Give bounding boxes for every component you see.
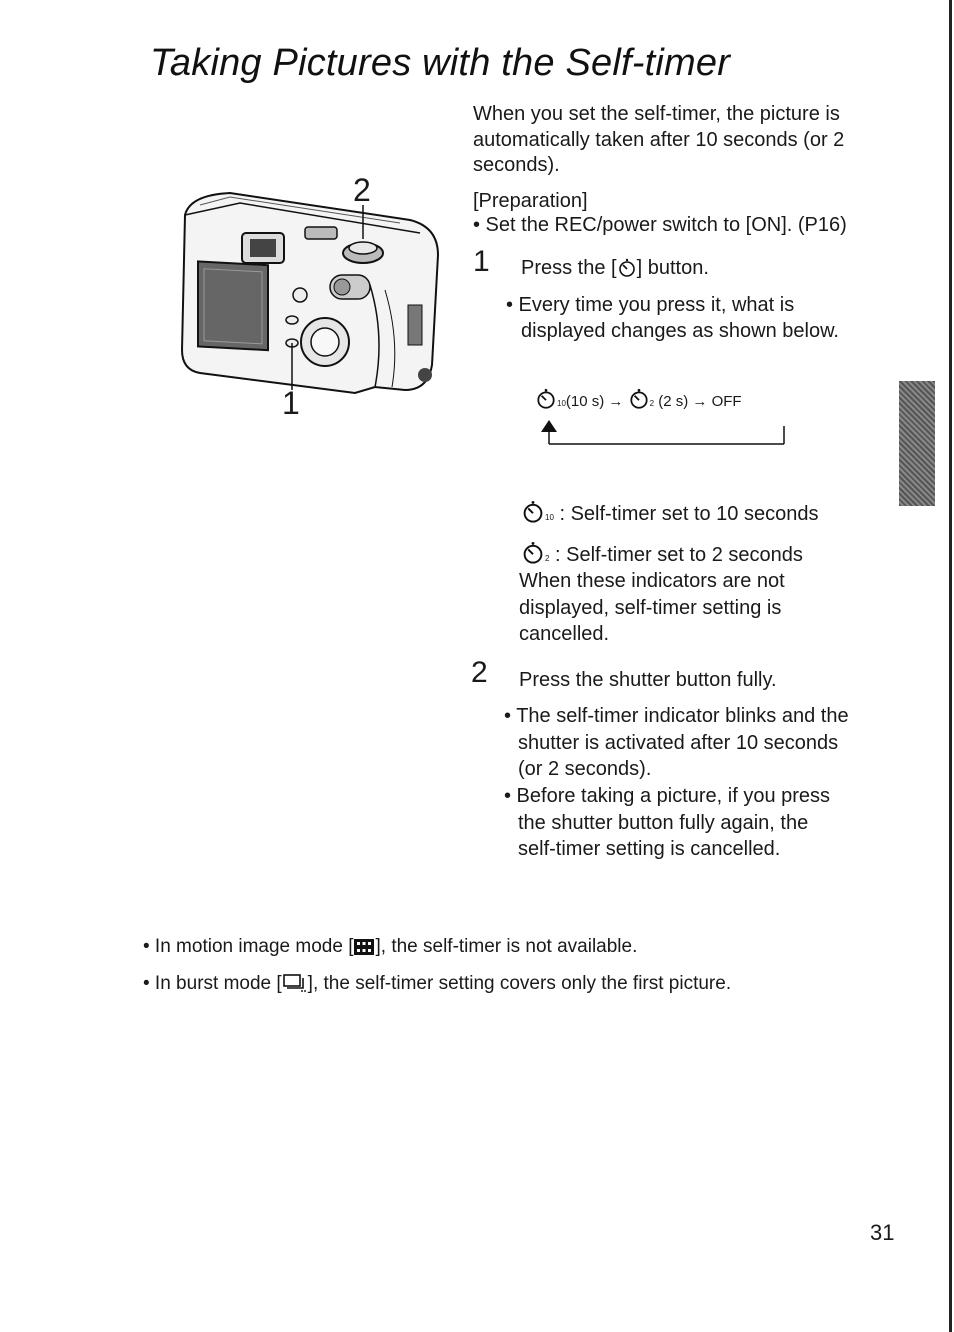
arrow-right-icon: →: [608, 393, 624, 410]
step-2-number: 2: [471, 656, 488, 689]
note-motion-text-after: ], the self-timer is not available.: [375, 936, 638, 957]
cycle-off-label: OFF: [711, 393, 742, 410]
legend-2s-text: : Self-timer set to 2 seconds: [555, 544, 803, 566]
step-1-bullet-line-1: • Every time you press it, what is: [506, 294, 795, 316]
arrow-right-icon: →: [692, 393, 708, 410]
preparation-label: [Preparation]: [473, 190, 588, 212]
step-2-bullet2-line-1: • Before taking a picture, if you press: [504, 785, 831, 807]
cycle-sub-2: 2: [649, 399, 655, 408]
preparation-item: • Set the REC/power switch to [ON]. (P16): [473, 214, 847, 236]
page-edge-line: [949, 0, 952, 1332]
self-timer-10s-icon: [521, 500, 545, 524]
step-2-bullet1-line-1: • The self-timer indicator blinks and the: [504, 705, 849, 727]
step-1-number: 1: [473, 245, 490, 278]
cycle-sub-10: 10: [557, 399, 566, 408]
legend-sub-10: 10: [545, 513, 554, 522]
intro-line-1: When you set the self-timer, the picture is: [473, 103, 840, 125]
page-number: 31: [870, 1220, 895, 1245]
self-timer-10s-icon: [535, 388, 557, 410]
step-2-bullet2-line-2: the shutter button fully again, the: [518, 812, 809, 834]
legend-sub-2: 2: [545, 554, 550, 563]
step-1-text-after: ] button.: [636, 257, 709, 279]
camera-illustration: [170, 175, 445, 420]
chapter-tab: [899, 381, 935, 506]
self-timer-cycle: [535, 388, 742, 410]
note-burst-mode: [143, 972, 731, 996]
intro-line-3: seconds).: [473, 154, 560, 176]
cycle-10s-label: (10 s): [565, 393, 605, 410]
page-title: Taking Pictures with the Self-timer: [150, 42, 731, 84]
legend-note-line-3: cancelled.: [519, 623, 610, 645]
self-timer-icon: [617, 258, 637, 278]
step-1-instruction: [521, 255, 709, 281]
burst-mode-icon: [282, 973, 308, 993]
legend-10s: [521, 500, 818, 531]
self-timer-2s-icon: [521, 541, 545, 565]
note-burst-text-before: • In burst mode [: [143, 973, 282, 994]
legend-note-line-1: When these indicators are not: [519, 570, 785, 592]
note-motion-image: [143, 935, 637, 959]
note-motion-text-before: • In motion image mode [: [143, 936, 354, 957]
intro-line-2: automatically taken after 10 seconds (or 2: [473, 129, 845, 151]
legend-note-line-2: displayed, self-timer setting is: [519, 597, 782, 619]
callout-1: 1: [282, 385, 300, 421]
cycle-return-arrow: [538, 418, 798, 448]
cycle-2s-label: (2 s): [658, 393, 689, 410]
callout-2: 2: [353, 172, 371, 208]
step-2-bullet2-line-3: self-timer setting is cancelled.: [518, 838, 781, 860]
self-timer-2s-icon: [628, 388, 650, 410]
step-1-bullet-line-2: displayed changes as shown below.: [521, 320, 839, 342]
note-burst-text-after: ], the self-timer setting covers only the first picture.: [307, 973, 732, 994]
legend-10s-text: : Self-timer set to 10 seconds: [559, 503, 819, 525]
motion-image-icon: [353, 938, 375, 956]
step-2-bullet1-line-2: shutter is activated after 10 seconds: [518, 732, 839, 754]
step-2-bullet1-line-3: (or 2 seconds).: [518, 758, 652, 780]
step-1-text-before: Press the [: [521, 257, 617, 279]
step-2-instruction: Press the shutter button fully.: [519, 669, 777, 691]
